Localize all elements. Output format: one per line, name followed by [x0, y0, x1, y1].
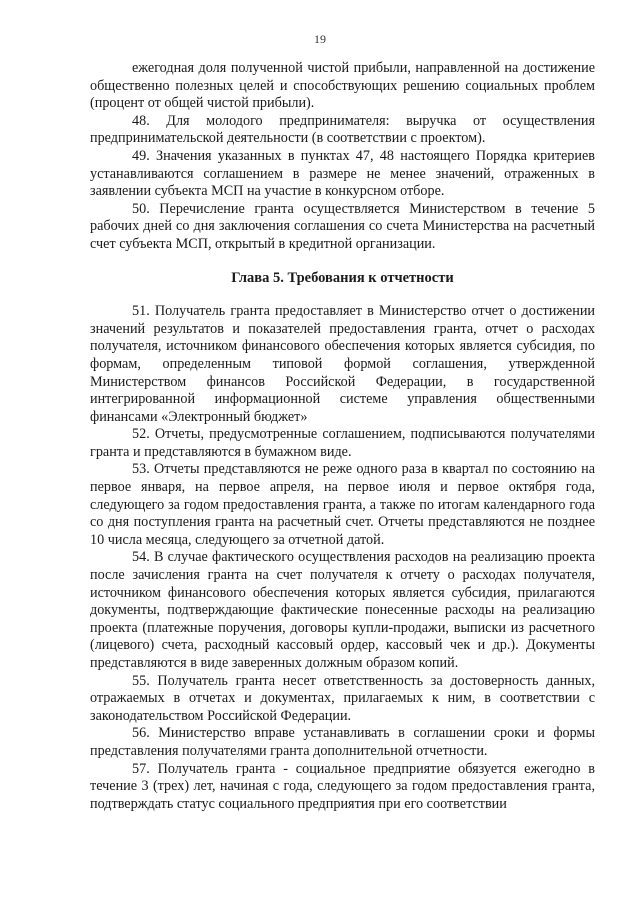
paragraph-52: 52. Отчеты, предусмотренные соглашением, подписываются получателями гранта и представляются в бумажном виде.	[90, 426, 595, 460]
paragraph-56: 56. Министерство вправе устанавливать в соглашении сроки и формы представления получателями гранта дополнительной отчетности.	[90, 725, 595, 759]
paragraph-49: 49. Значения указанных в пунктах 47, 48 настоящего Порядка критериев устанавливаются соглашением в размере не менее значений, отраженных в заявлении субъекта МСП на участие в конкурсном отборе.	[90, 147, 595, 200]
paragraph-51: 51. Получатель гранта предоставляет в Министерство отчет о достижении значений результатов и показателей предоставления гранта, отчет о расходах получателя, источником финансового обеспечения которых является субсидия, по формам, определенным типовой формой соглашения, утвержденной Министерством финансов Российской Федерации, в государственной интегрированной информационной системе управления общественными финансами «Электронный бюджет»	[90, 303, 595, 425]
paragraph-53: 53. Отчеты представляются не реже одного раза в квартал по состоянию на первое января, на первое апреля, на первое июля и первое октября года, следующего за годом предоставления гранта, а также по итогам календарного года со дня поступления гранта на расчетный счет. Отчеты представляются не позднее 10 числа месяца, следующего за отчетной датой.	[90, 461, 595, 548]
paragraph-50: 50. Перечисление гранта осуществляется Министерством в течение 5 рабочих дней со дня заключения соглашения со счета Министерства на расчетный счет субъекта МСП, открытый в кредитной организации.	[90, 200, 595, 252]
paragraph-57: 57. Получатель гранта - социальное предприятие обязуется ежегодно в течение 3 (трех) лет, начиная с года, следующего за годом предоставления гранта, подтверждать статус социального предприятия при его соответствии	[90, 760, 595, 812]
document-body	[90, 60, 595, 813]
paragraph-54: 54. В случае фактического осуществления расходов на реализацию проекта после зачисления гранта на счет получателя к отчету о расходах получателя, источником финансового обеспечения которых является субсидия, прилагаются документы, подтверждающие фактические понесенные расходы на реализацию проекта (платежные поручения, договоры купли-продажи, выписки из расчетного (лицевого) счета, расходный кассовый ордер, кассовый чек и др.). Документы представляются в виде заверенных должным образом копий.	[90, 549, 595, 671]
chapter-heading: Глава 5. Требования к отчетности	[231, 269, 454, 286]
paragraph-continued: ежегодная доля полученной чистой прибыли, направленной на достижение общественно полезных целей и способствующих решению социальных проблем (процент от общей чистой прибыли).	[90, 60, 595, 112]
paragraph-48: 48. Для молодого предпринимателя: выручка от осуществления предпринимательской деятельности (в соответствии с проектом).	[90, 112, 595, 147]
paragraph-55: 55. Получатель гранта несет ответственность за достоверность данных, отражаемых в отчетах и документах, прилагаемых к ним, в соответствии с законодательством Российской Федерации.	[90, 672, 595, 724]
page-number: 19	[314, 32, 326, 46]
